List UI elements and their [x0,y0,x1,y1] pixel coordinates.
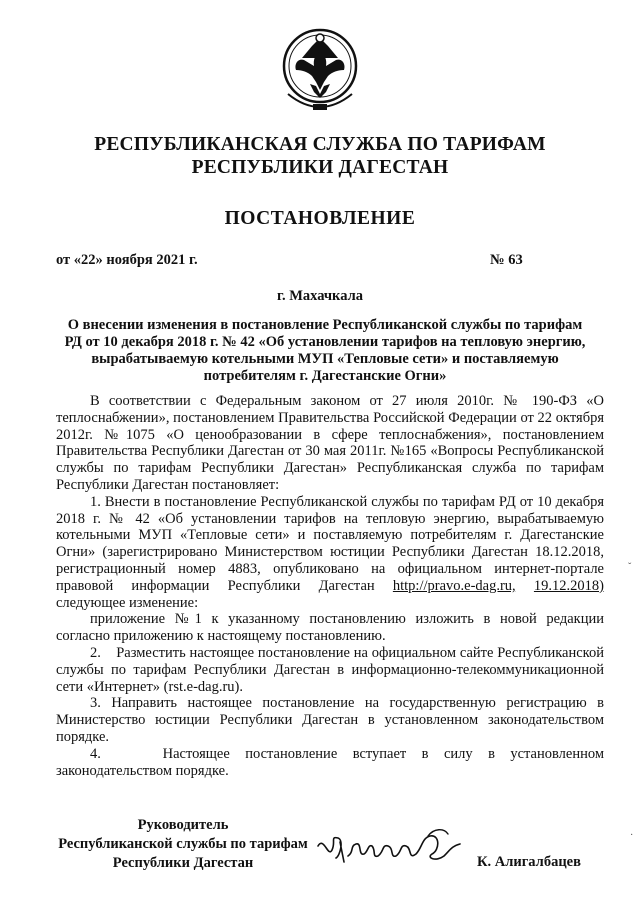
item-2-paragraph: 2. Разместить настоящее постановление на официальном сайте Республиканской службы по тарифам Республики Дагестан в информационно-телекоммуникационной сети «Интернет» (rst.e-dag.ru). [56,644,604,695]
document-number: № 63 [490,252,523,268]
item-1-text: 1. Внести в постановление Республиканской службы по тарифам РД от 10 декабря 2018 г. № 42 «Об установлении тарифов на тепловую энергию, вырабатываемую котельными МУП «Тепловые сети» и поставляемую потребителям г. Дагестанские Огни» (зарегистрировано Министерством юстиции Республики Дагестан 18.12.2018, регистрационный номер 4883, опубликовано на официальном интернет-портале правовой информации Республики Дагестан [56,493,604,594]
document-subject [56,317,594,385]
signatory-title-line: Республики Дагестан [112,855,254,871]
organization-name-line2: РЕСПУБЛИКИ ДАГЕСТАН [191,157,449,178]
item-4-paragraph: 4. Настоящее постановление вступает в силу в установленном законодательством порядке. [56,745,604,779]
scan-speck: · [630,830,634,841]
subject-line: вырабатываемую котельными МУП «Тепловые сети» и поставляемую [91,351,559,367]
scan-speck: ˇ [628,562,632,573]
coat-of-arms-emblem [280,24,360,120]
document-type-title: ПОСТАНОВЛЕНИЕ [224,208,416,229]
pravo-link[interactable]: http://pravo.e-dag.ru, [392,577,516,594]
item-1-after: следующее изменение: [56,594,199,611]
item-1-change-paragraph: приложение №1 к указанному постановлению изложить в новой редакции согласно приложению к настоящему постановлению. [56,611,604,645]
document-city: г. Махачкала [277,288,363,304]
subject-line: потребителям г. Дагестанские Огни» [203,368,447,384]
signatory-title [52,816,314,873]
signatory-title-line: Руководитель [137,817,229,833]
document-body [56,393,604,779]
organization-name-line1: РЕСПУБЛИКАНСКАЯ СЛУЖБА ПО ТАРИФАМ [94,134,546,155]
item-3-paragraph: 3. Направить настоящее постановление на государственную регистрацию в Министерство юстиции Республики Дагестан в установленном законодательством порядке. [56,695,604,745]
signatory-name: К. Алигалбацев [477,854,581,870]
subject-line: РД от 10 декабря 2018 г. № 42 «Об установлении тарифов на тепловую энергию, [64,334,586,350]
document-date: от «22» ноября 2021 г. [56,252,198,268]
subject-line: О внесении изменения в постановление Республиканской службы по тарифам [67,317,583,333]
pravo-link-date: 19.12.2018) [533,577,605,594]
handwritten-signature [310,806,470,876]
preamble-paragraph: В соответствии с Федеральным законом от 27 июля 2010г. № 190-ФЗ «О теплоснабжении», постановлением Правительства Российской Федерации от 22 октября 2012г. №1075 «О ценообразовании в сфере теплоснабжения», постановлением Правительства Республики Дагестан от 30 мая 2011г. №165 «Вопросы Республиканской службы по тарифам Республики Дагестан» Республиканская служба по тарифам Республики Дагестан постановляет: [56,393,604,493]
signatory-title-line: Республиканской службы по тарифам [58,836,308,852]
item-1-paragraph [56,494,604,612]
